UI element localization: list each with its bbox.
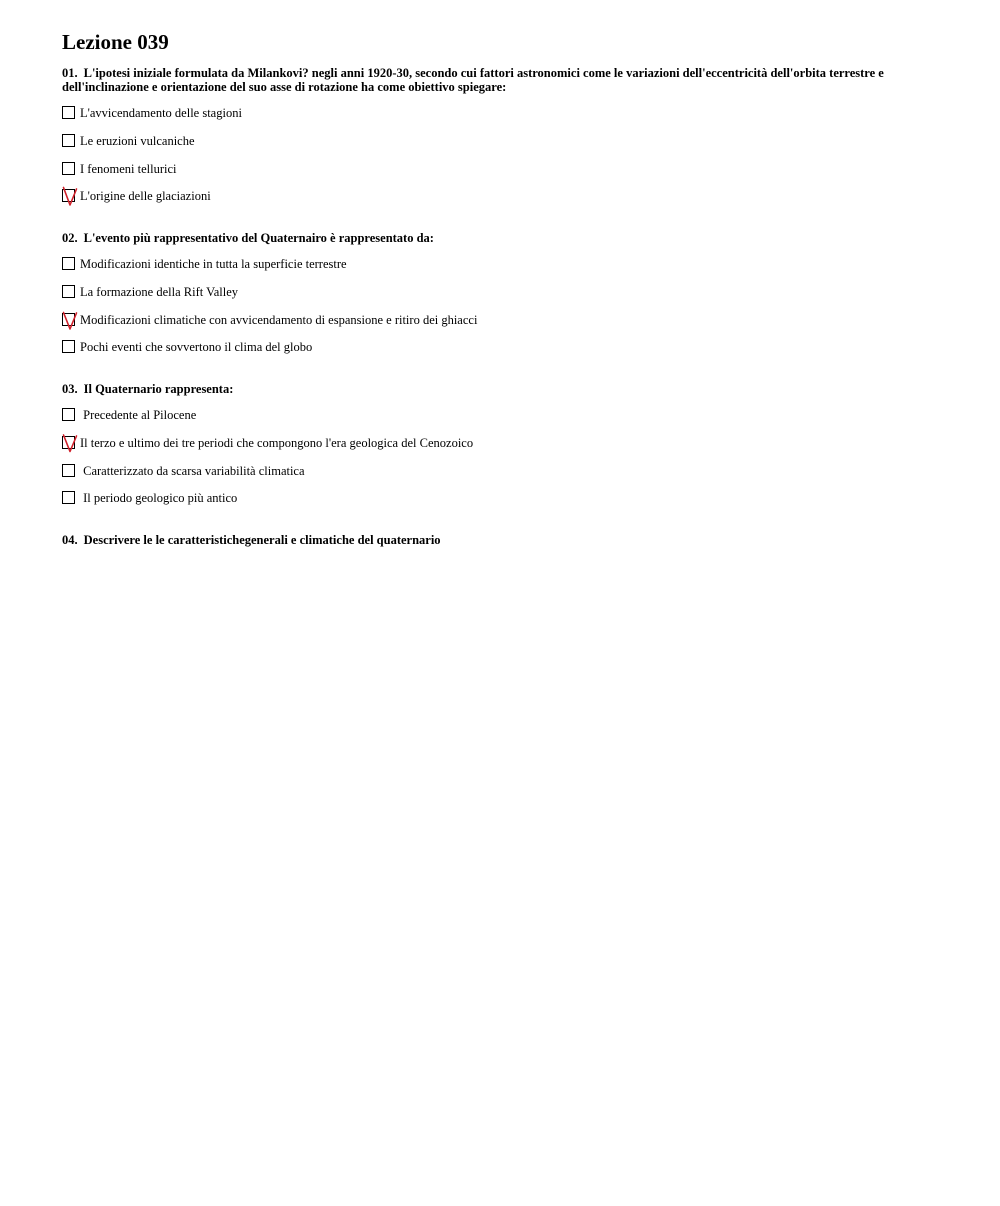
checkbox[interactable] xyxy=(62,491,75,504)
question-text xyxy=(62,382,942,396)
checkbox-checked[interactable] xyxy=(62,189,75,202)
page-title: Lezione 039 xyxy=(62,30,169,54)
option-label: L'origine delle glaciazioni xyxy=(80,189,211,203)
option-label: Il periodo geologico più antico xyxy=(80,491,238,505)
question-04 xyxy=(62,533,942,547)
option-label: Le eruzioni vulcaniche xyxy=(80,134,195,148)
checkmark-icon xyxy=(62,434,78,454)
checkmark-icon xyxy=(62,311,78,331)
checkbox[interactable] xyxy=(62,340,75,353)
question-number: 01. xyxy=(62,66,78,80)
question-number: 04. xyxy=(62,533,78,547)
checkmark-icon xyxy=(62,187,78,207)
question-prompt: L'evento più rappresentativo del Quaternairo è rappresentato da: xyxy=(83,231,434,245)
question-03 xyxy=(62,382,942,396)
option-label: Caratterizzato da scarsa variabilità climatica xyxy=(80,464,305,478)
checkbox[interactable] xyxy=(62,134,75,147)
checkbox-checked[interactable] xyxy=(62,436,75,449)
checkbox-checked[interactable] xyxy=(62,313,75,326)
checkbox[interactable] xyxy=(62,162,75,175)
option-label: Il terzo e ultimo dei tre periodi che compongono l'era geologica del Cenozoico xyxy=(80,436,474,450)
question-text xyxy=(62,231,942,245)
question-prompt: Descrivere le le caratteristichegenerali e climatiche del quaternario xyxy=(83,533,441,547)
option-label: Modificazioni identiche in tutta la superficie terrestre xyxy=(80,257,347,271)
question-text xyxy=(62,533,942,547)
option-label: Modificazioni climatiche con avvicendamento di espansione e ritiro dei ghiacci xyxy=(80,313,478,327)
question-number: 02. xyxy=(62,231,78,245)
question-02 xyxy=(62,231,942,245)
option-label: Pochi eventi che sovvertono il clima del globo xyxy=(80,340,313,354)
option-label: Precedente al Pilocene xyxy=(80,408,197,422)
checkbox[interactable] xyxy=(62,257,75,270)
question-01 xyxy=(62,66,942,94)
question-number: 03. xyxy=(62,382,78,396)
question-prompt: Il Quaternario rappresenta: xyxy=(83,382,234,396)
checkbox[interactable] xyxy=(62,408,75,421)
checkbox[interactable] xyxy=(62,106,75,119)
option-label: L'avvicendamento delle stagioni xyxy=(80,106,242,120)
question-text xyxy=(62,66,942,94)
checkbox[interactable] xyxy=(62,464,75,477)
checkbox[interactable] xyxy=(62,285,75,298)
option-label: La formazione della Rift Valley xyxy=(80,285,239,299)
option-label: I fenomeni tellurici xyxy=(80,162,177,176)
question-prompt: L'ipotesi iniziale formulata da Milankovi? negli anni 1920-30, secondo cui fattori astronomici come le variazioni dell'eccentricità dell'orbita terrestre e dell'inclinazione e orientazione del suo asse di rotazione ha come obiettivo spiegare: xyxy=(62,66,884,94)
